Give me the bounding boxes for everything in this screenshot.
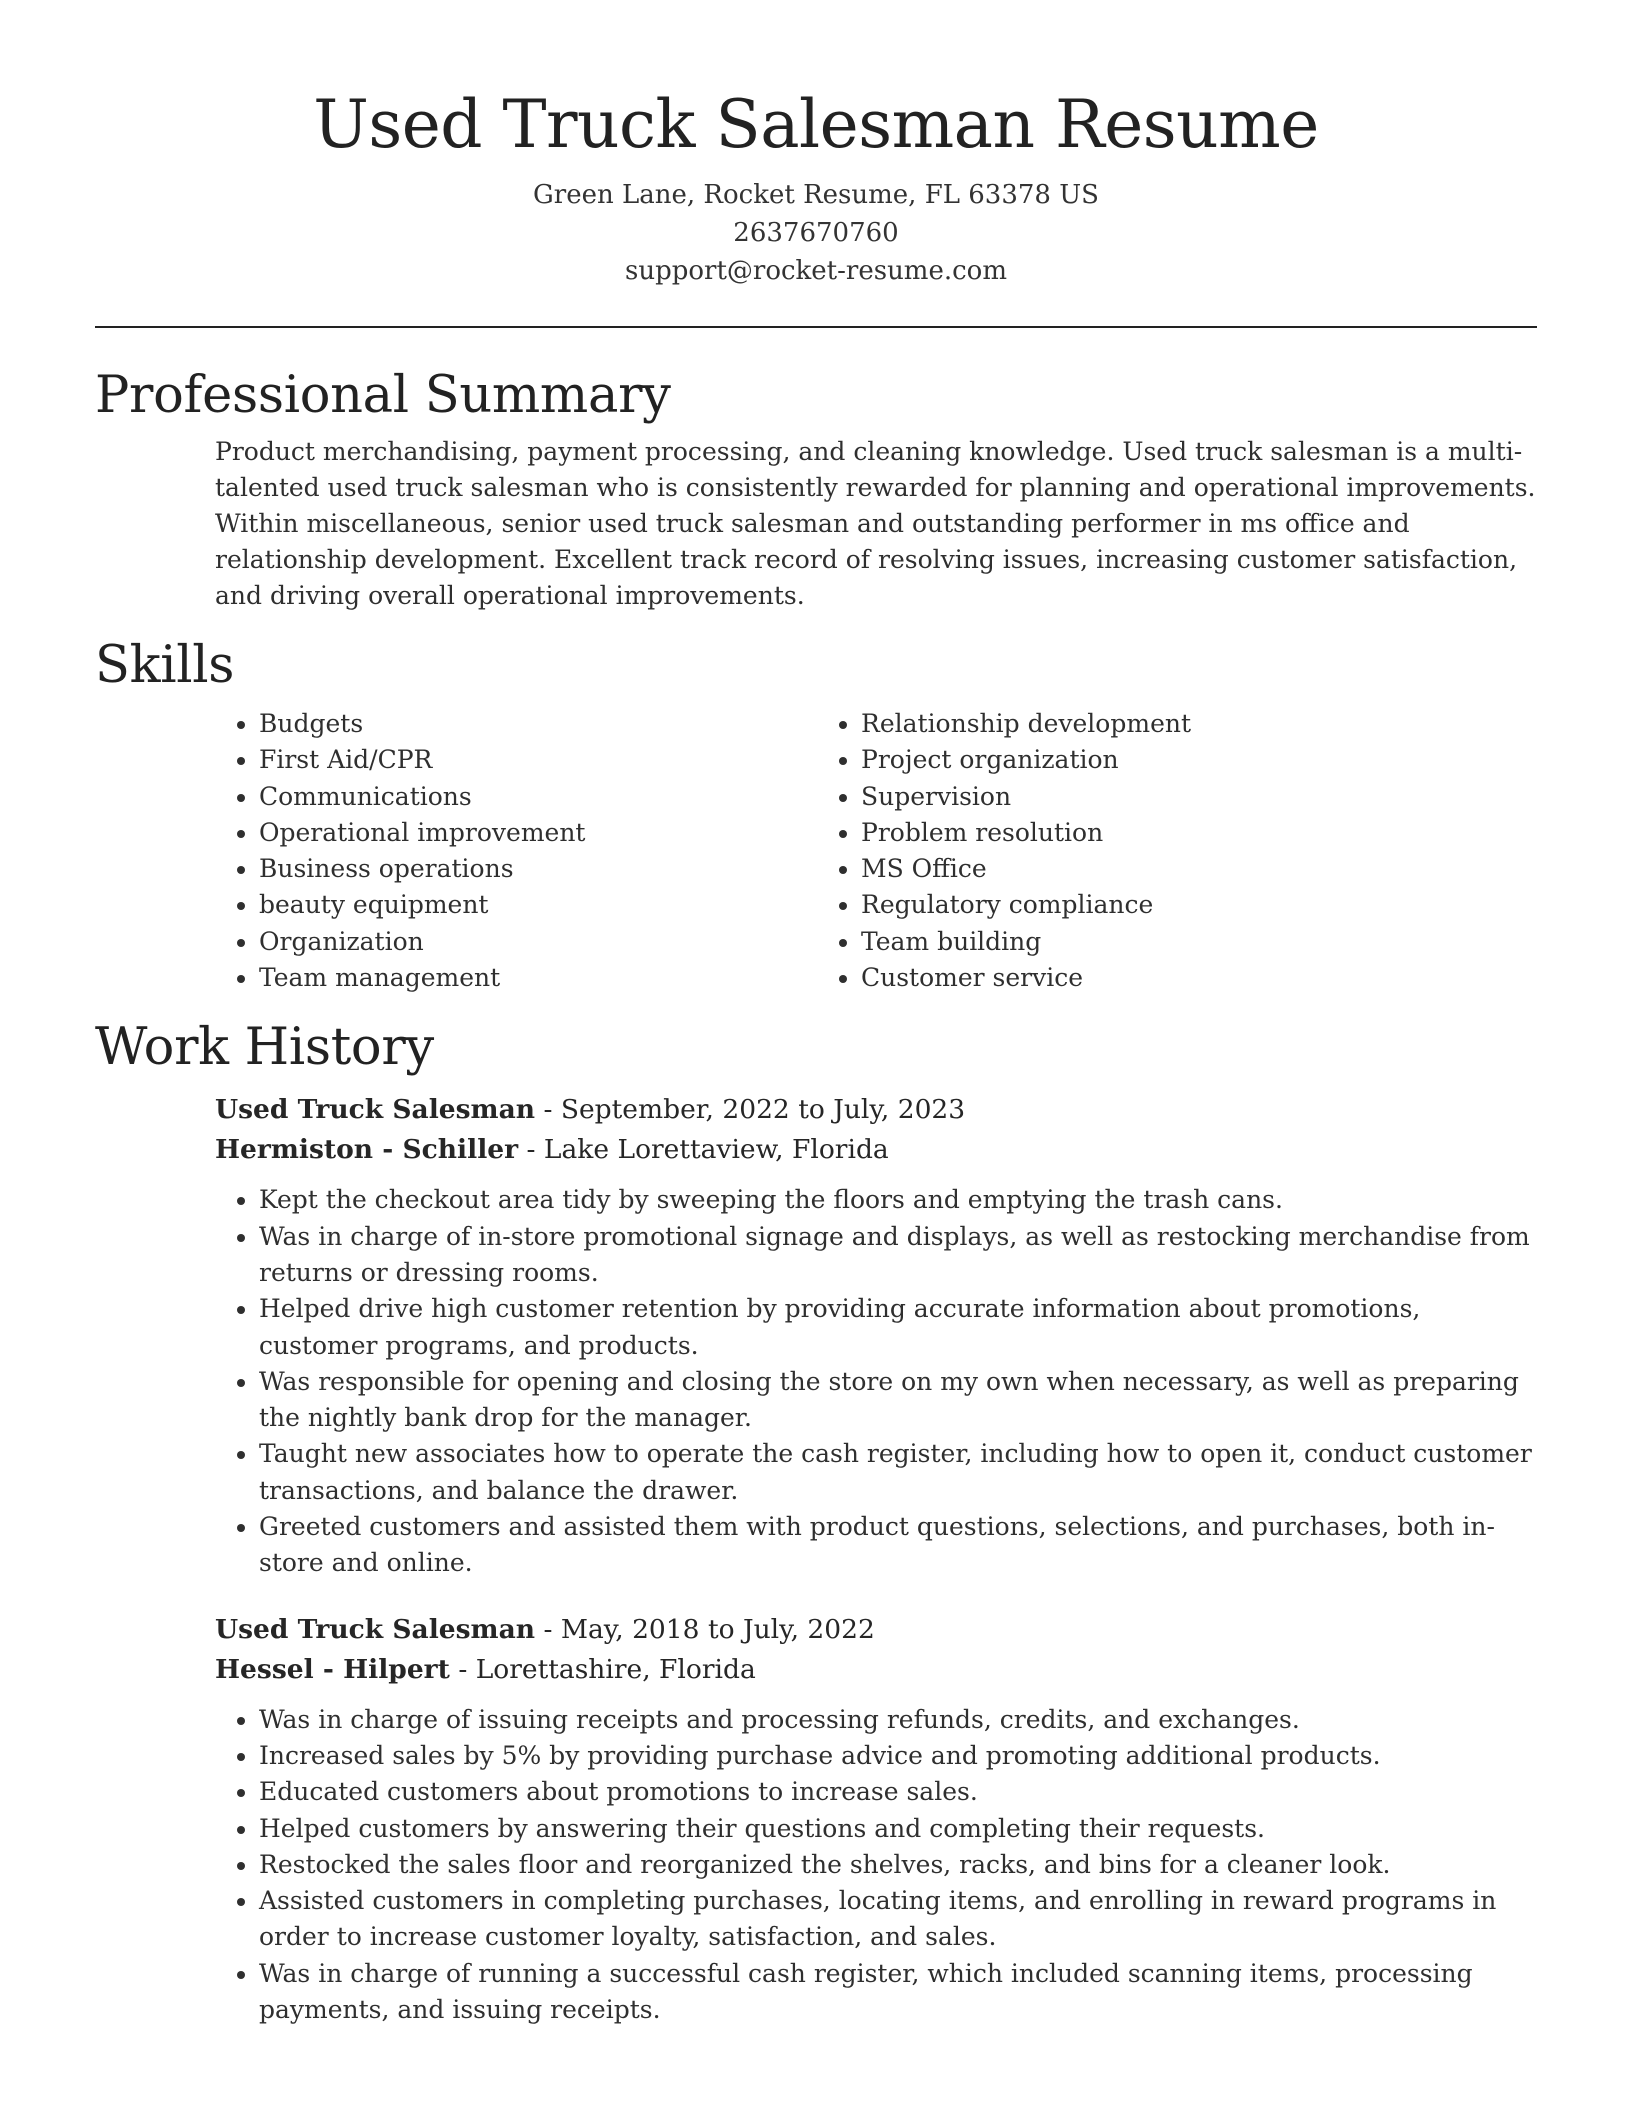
header-divider: [95, 326, 1537, 328]
skills-column-right: [817, 706, 1537, 996]
job-duty: • Assisted customers in completing purchases, locating items, and enrolling in reward programs in order to increase customer loyalty, satisfaction, and sales.: [259, 1883, 1537, 1956]
skills-column-left: [215, 706, 817, 996]
job-separator: -: [535, 1613, 561, 1645]
job-duty: • Restocked the sales floor and reorganized the shelves, racks, and bins for a cleaner look.: [259, 1847, 1537, 1883]
skill-item: • Problem resolution: [861, 815, 1537, 851]
job-dates: May, 2018 to July, 2022: [560, 1613, 875, 1645]
skill-item: • beauty equipment: [259, 887, 817, 923]
skills-list: [215, 706, 1537, 996]
job-entry: [215, 1610, 1537, 2029]
job-employer: Hermiston - Schiller: [215, 1134, 519, 1166]
job-dates: September, 2022 to July, 2023: [560, 1094, 966, 1126]
contact-phone: 2637670760: [733, 218, 899, 248]
job-duty: • Was in charge of issuing receipts and processing refunds, credits, and exchanges.: [259, 1702, 1537, 1738]
skill-item: • Relationship development: [861, 706, 1537, 742]
job-separator: -: [535, 1094, 561, 1126]
job-duties: [215, 1182, 1537, 1581]
job-role: Used Truck Salesman: [215, 1613, 536, 1645]
job-employer-line: [215, 1130, 1537, 1170]
skill-item: • Team management: [259, 960, 817, 996]
skill-item: • Supervision: [861, 779, 1537, 815]
job-employer-line: [215, 1650, 1537, 1690]
skill-item: • Project organization: [861, 742, 1537, 778]
skill-item: • Organization: [259, 924, 817, 960]
job-duty: • Educated customers about promotions to increase sales.: [259, 1774, 1537, 1810]
contact-block: [95, 176, 1537, 290]
job-duty: • Was in charge of in-store promotional signage and displays, as well as restocking merchandise from returns or dressing rooms.: [259, 1219, 1537, 1292]
job-duty: • Was responsible for opening and closing the store on my own when necessary, as well as preparing the nightly bank drop for the manager.: [259, 1364, 1537, 1437]
skill-item: • Regulatory compliance: [861, 887, 1537, 923]
skill-item: • Operational improvement: [259, 815, 817, 851]
work-history-heading: Work History: [95, 1018, 434, 1078]
job-separator: -: [449, 1653, 476, 1685]
job-location: Lorettashire, Florida: [475, 1653, 756, 1685]
resume-title: Used Truck Salesman Resume: [313, 86, 1319, 163]
job-entry: [215, 1090, 1537, 1581]
skills-heading: Skills: [95, 636, 235, 695]
summary-heading: Professional Summary: [95, 366, 671, 425]
job-title-line: [215, 1090, 1537, 1130]
job-duty: • Helped drive high customer retention by providing accurate information about promotions, customer programs, and products.: [259, 1291, 1537, 1364]
job-duty: • Increased sales by 5% by providing purchase advice and promoting additional products.: [259, 1738, 1537, 1774]
job-role: Used Truck Salesman: [215, 1094, 536, 1126]
job-title-line: [215, 1610, 1537, 1650]
skill-item: • Budgets: [259, 706, 817, 742]
job-duty: • Taught new associates how to operate the cash register, including how to open it, conduct customer transactions, and balance the drawer.: [259, 1436, 1537, 1509]
skill-item: • Communications: [259, 779, 817, 815]
job-duty: • Greeted customers and assisted them with product questions, selections, and purchases, both in-store and online.: [259, 1509, 1537, 1582]
skill-item: • Business operations: [259, 851, 817, 887]
skill-item: • Customer service: [861, 960, 1537, 996]
job-duty: • Helped customers by answering their questions and completing their requests.: [259, 1811, 1537, 1847]
job-duty: • Kept the checkout area tidy by sweeping the floors and emptying the trash cans.: [259, 1182, 1537, 1218]
skill-item: • MS Office: [861, 851, 1537, 887]
skill-item: • First Aid/CPR: [259, 742, 817, 778]
summary-text: Product merchandising, payment processing, and cleaning knowledge. Used truck salesman is a multi-talented used truck salesman who is consistently rewarded for planning and operational improvements. Within miscellaneous, senior used truck salesman and outstanding performer in ms office and relationship development. Excellent track record of resolving issues, increasing customer satisfaction, and driving overall operational improvements.: [215, 437, 1536, 610]
contact-email: support@rocket-resume.com: [624, 256, 1007, 286]
job-location: Lake Lorettaview, Florida: [543, 1134, 889, 1166]
job-duty: • Was in charge of running a successful cash register, which included scanning items, processing payments, and issuing receipts.: [259, 1956, 1537, 2029]
contact-address: Green Lane, Rocket Resume, FL 63378 US: [533, 180, 1099, 210]
job-employer: Hessel - Hilpert: [215, 1653, 450, 1685]
job-separator: -: [518, 1134, 544, 1166]
skill-item: • Team building: [861, 924, 1537, 960]
job-duties: [215, 1702, 1537, 2029]
